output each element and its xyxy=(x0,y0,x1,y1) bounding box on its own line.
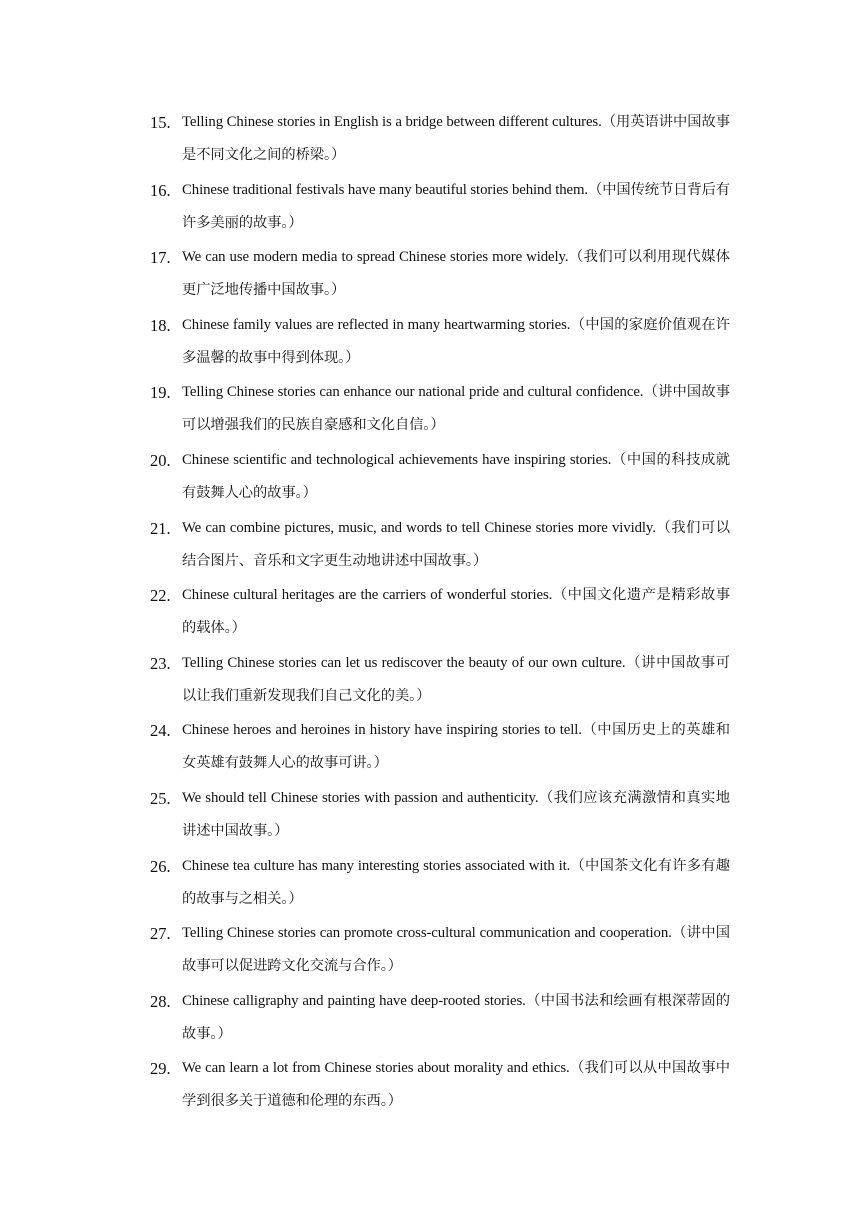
item-text xyxy=(182,647,730,713)
english-sentence: Telling Chinese stories can let us rediscover the beauty of our own culture. xyxy=(182,654,626,671)
english-sentence: Telling Chinese stories in English is a bridge between different cultures. xyxy=(182,114,602,130)
english-sentence: We should tell Chinese stories with passion and authenticity. xyxy=(182,789,539,806)
item-number: 23. xyxy=(150,653,171,673)
item-number: 17. xyxy=(150,248,171,268)
item-text xyxy=(182,309,730,375)
chinese-translation: （讲中国故事可以增强我们的民族自豪感和文化自信。） xyxy=(182,384,730,434)
list-item xyxy=(150,985,736,1053)
english-sentence: Chinese cultural heritages are the carriers of wonderful stories. xyxy=(182,587,553,604)
chinese-translation: （中国的科技成就有鼓舞人心的故事。） xyxy=(182,451,731,501)
english-sentence: Telling Chinese stories can enhance our national pride and cultural confidence. xyxy=(182,384,644,401)
item-text xyxy=(182,376,730,442)
chinese-translation: （我们可以结合图片、音乐和文字更生动地讲述中国故事。） xyxy=(182,519,730,569)
english-sentence: Chinese family values are reflected in many heartwarming stories. xyxy=(182,316,571,333)
english-sentence: Chinese traditional festivals have many beautiful stories behind them. xyxy=(182,181,588,198)
chinese-translation: （中国文化遗产是精彩故事的载体。） xyxy=(182,587,730,637)
item-number: 22. xyxy=(150,586,171,606)
english-sentence: Telling Chinese stories can promote cross-cultural communication and cooperation. xyxy=(182,925,672,942)
item-number: 27. xyxy=(150,924,171,944)
list-item xyxy=(150,579,736,647)
item-number: 15. xyxy=(150,113,171,132)
item-number: 26. xyxy=(150,856,171,876)
item-number: 18. xyxy=(150,315,171,335)
list-item xyxy=(150,917,736,985)
list-item xyxy=(150,1052,736,1120)
item-text xyxy=(182,512,730,578)
english-sentence: Chinese calligraphy and painting have deep-rooted stories. xyxy=(182,992,526,1009)
item-number: 25. xyxy=(150,788,171,808)
chinese-translation: （我们可以利用现代媒体更广泛地传播中国故事。） xyxy=(182,249,730,299)
item-text xyxy=(182,850,730,916)
item-text xyxy=(182,106,730,172)
list-item xyxy=(150,174,736,242)
chinese-translation: （中国茶文化有许多有趣的故事与之相关。） xyxy=(182,857,731,907)
english-sentence: We can combine pictures, music, and words to tell Chinese stories more vividly. xyxy=(182,519,656,536)
english-sentence: Chinese scientific and technological achievements have inspiring stories. xyxy=(182,451,612,468)
list-item xyxy=(150,647,736,715)
chinese-translation: （讲中国故事可以促进跨文化交流与合作。） xyxy=(182,925,730,975)
chinese-translation: （中国传统节日背后有许多美丽的故事。） xyxy=(182,181,730,231)
chinese-translation: （讲中国故事可以让我们重新发现我们自己文化的美。） xyxy=(182,654,730,704)
list-item xyxy=(150,106,736,174)
item-text xyxy=(182,174,730,240)
item-text xyxy=(182,241,730,307)
list-item xyxy=(150,714,736,782)
item-text xyxy=(182,1052,730,1118)
item-number: 20. xyxy=(150,450,171,470)
list-item xyxy=(150,850,736,918)
item-text xyxy=(182,444,730,510)
list-item xyxy=(150,241,736,309)
list-item xyxy=(150,309,736,377)
item-number: 24. xyxy=(150,721,171,741)
item-number: 19. xyxy=(150,383,171,403)
sentence-list xyxy=(150,106,736,1120)
list-item xyxy=(150,444,736,512)
item-number: 16. xyxy=(150,180,171,200)
item-text xyxy=(182,917,730,983)
item-number: 21. xyxy=(150,518,171,538)
chinese-translation: （中国历史上的英雄和女英雄有鼓舞人心的故事可讲。） xyxy=(182,722,730,772)
item-number: 28. xyxy=(150,991,171,1011)
list-item xyxy=(150,782,736,850)
item-text xyxy=(182,714,730,780)
english-sentence: Chinese heroes and heroines in history have inspiring stories to tell. xyxy=(182,722,582,739)
english-sentence: We can learn a lot from Chinese stories about morality and ethics. xyxy=(182,1060,570,1077)
item-text xyxy=(182,782,730,848)
item-text xyxy=(182,579,730,645)
list-item xyxy=(150,376,736,444)
english-sentence: Chinese tea culture has many interesting stories associated with it. xyxy=(182,857,571,874)
list-item xyxy=(150,512,736,580)
item-text xyxy=(182,985,730,1051)
chinese-translation: （中国的家庭价值观在许多温馨的故事中得到体现。） xyxy=(182,316,730,366)
chinese-translation: （中国书法和绘画有根深蒂固的故事。） xyxy=(182,992,730,1042)
english-sentence: We can use modern media to spread Chinese stories more widely. xyxy=(182,249,569,266)
item-number: 29. xyxy=(150,1059,171,1079)
chinese-translation: （我们应该充满激情和真实地讲述中国故事。） xyxy=(182,789,730,839)
chinese-translation: （我们可以从中国故事中学到很多关于道德和伦理的东西。） xyxy=(182,1060,730,1110)
chinese-translation: （用英语讲中国故事是不同文化之间的桥梁。） xyxy=(182,114,730,163)
